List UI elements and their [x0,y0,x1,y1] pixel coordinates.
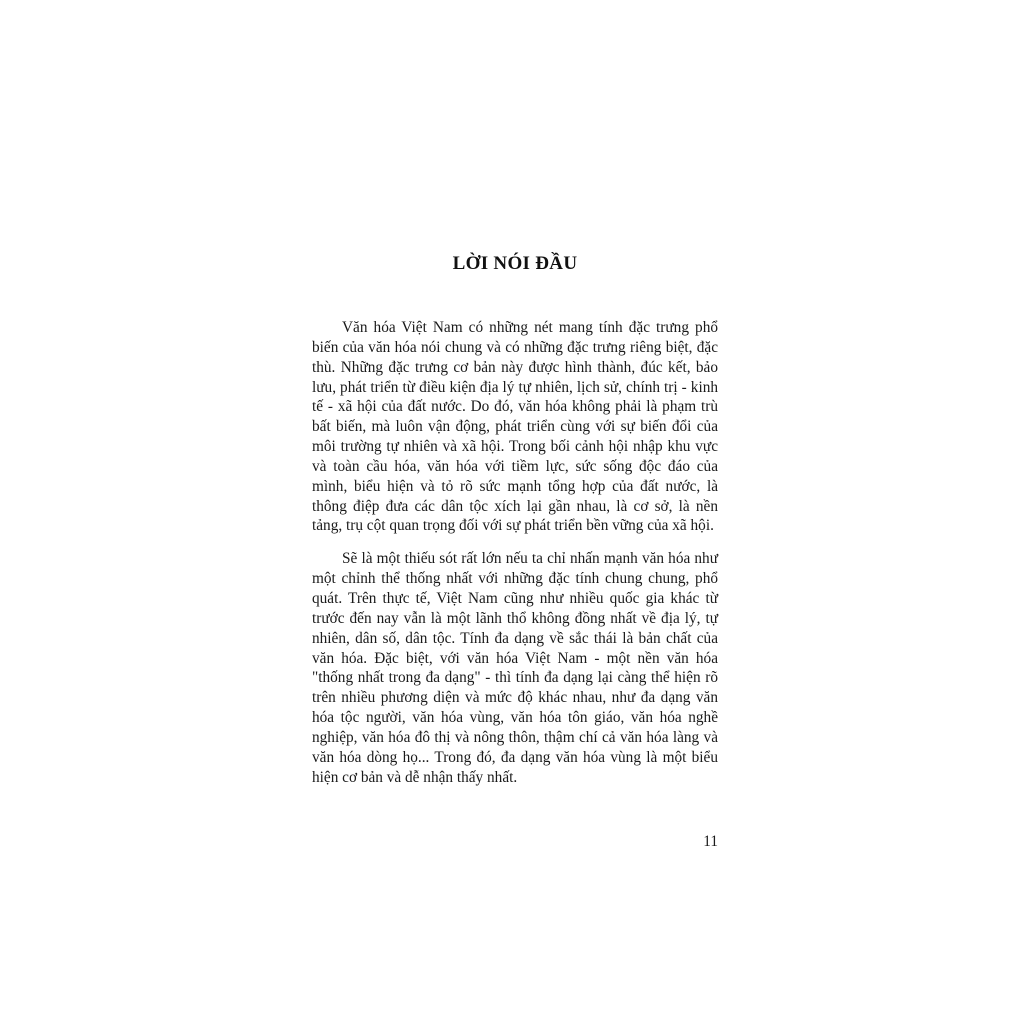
body-text [312,318,718,787]
chapter-title: LỜI NÓI ĐẦU [452,253,578,274]
paragraph-2: Sẽ là một thiếu sót rất lớn nếu ta chỉ nhấn mạnh văn hóa như một chỉnh thể thống nhất với những đặc tính chung chung, phổ quát. Trên thực tế, Việt Nam cũng như nhiều quốc gia khác từ trước đến nay vẫn là một lãnh thổ không đồng nhất về địa lý, tự nhiên, dân số, dân tộc. Tính đa dạng về sắc thái là bản chất của văn hóa. Đặc biệt, với văn hóa Việt Nam - một nền văn hóa "thống nhất trong đa dạng" - thì tính đa dạng lại càng thể hiện rõ trên nhiều phương diện và mức độ khác nhau, như đa dạng văn hóa tộc người, văn hóa vùng, văn hóa tôn giáo, văn hóa nghề nghiệp, văn hóa đô thị và nông thôn, thậm chí cả văn hóa làng và văn hóa dòng họ... Trong đó, đa dạng văn hóa vùng là một biểu hiện cơ bản và dễ nhận thấy nhất. [312,550,718,786]
page-number: 11 [703,833,718,850]
paragraph-1: Văn hóa Việt Nam có những nét mang tính đặc trưng phổ biến của văn hóa nói chung và có những đặc trưng riêng biệt, đặc thù. Những đặc trưng cơ bản này được hình thành, đúc kết, bảo lưu, phát triển từ điều kiện địa lý tự nhiên, lịch sử, chính trị - kinh tế - xã hội của đất nước. Do đó, văn hóa không phải là phạm trù bất biến, mà luôn vận động, phát triển cùng với sự biến đổi của môi trường tự nhiên và xã hội. Trong bối cảnh hội nhập khu vực và toàn cầu hóa, văn hóa với tiềm lực, sức sống độc đáo của mình, biểu hiện và tỏ rõ sức mạnh tổng hợp của đất nước, là thông điệp đưa các dân tộc xích lại gần nhau, là cơ sở, là nền tảng, trụ cột quan trọng đối với sự phát triển bền vững của xã hội. [312,319,718,535]
